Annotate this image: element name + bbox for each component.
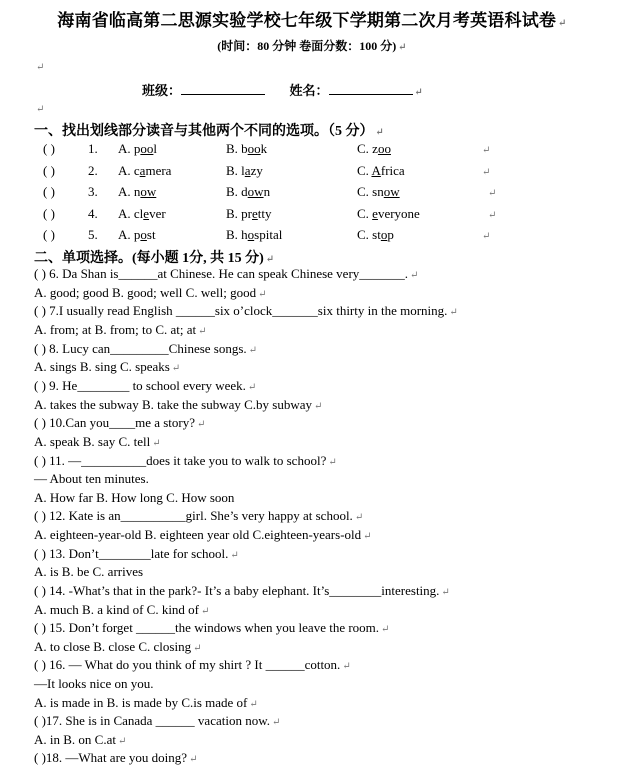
answer-options: A. good; good B. good; well C. well; good ↵ <box>34 285 267 300</box>
question-line: ( ) 11. —__________does it take you to walk to school? ↵ <box>34 453 337 468</box>
paragraph-mark: ↵ <box>375 127 384 138</box>
option-b: B. book <box>226 141 268 156</box>
paragraph-mark: ↵ <box>488 188 497 199</box>
answer-options: A. is made in B. is made by C.is made of ↵ <box>34 695 258 710</box>
paragraph-mark: ↵ <box>482 167 491 178</box>
paragraph-mark: ↵ <box>265 254 275 265</box>
question-number: 4. <box>88 206 98 221</box>
answer-options: A. to close B. close C. closing ↵ <box>34 639 202 654</box>
option-c: C. stop <box>357 227 394 242</box>
section1-heading <box>34 120 384 140</box>
answer-options: A. How far B. How long C. How soon <box>34 490 235 505</box>
question-line: ( ) 13. Don’t________late for school. ↵ <box>34 546 239 561</box>
answer-options: A. from; at B. from; to C. at; at ↵ <box>34 322 207 337</box>
question-item <box>43 206 55 222</box>
paragraph-mark: ↵ <box>558 18 567 29</box>
option-a: A. pool <box>118 141 158 156</box>
question-number: 2. <box>88 163 98 178</box>
question-line: ( ) 10.Can you____me a story? ↵ <box>34 415 206 430</box>
paragraph-mark: ↵ <box>398 42 407 53</box>
option-a: A. camera <box>118 163 172 178</box>
question-line: ( )18. —What are you doing? ↵ <box>34 750 198 765</box>
question-item <box>43 163 55 179</box>
answer-options: A. is B. be C. arrives <box>34 564 144 579</box>
student-info <box>142 80 423 99</box>
dialogue-reply: —It looks nice on you. <box>34 676 154 691</box>
name-blank[interactable] <box>329 82 413 95</box>
option-b: B. down <box>226 184 271 199</box>
answer-options: A. takes the subway B. take the subway C.by subway ↵ <box>34 397 323 412</box>
title-text: 海南省临高第二思源实验学校七年级下学期第二次月考英语科试卷 <box>57 11 557 30</box>
page-title <box>0 6 624 31</box>
question-line: ( )17. She is in Canada ______ vacation now. ↵ <box>34 713 281 728</box>
paragraph-mark: ↵ <box>488 210 497 221</box>
paragraph-mark: ↵ <box>482 145 491 156</box>
answer-options: A. much B. a kind of C. kind of ↵ <box>34 602 210 617</box>
section2-heading <box>34 247 274 267</box>
answer-paren[interactable]: ( ) <box>43 206 55 221</box>
answer-options: A. in B. on C.at ↵ <box>34 732 127 747</box>
option-c: C. everyone <box>357 206 420 221</box>
exam-info <box>0 37 624 54</box>
option-a: A. post <box>118 227 156 242</box>
answer-options: A. sings B. sing C. speaks ↵ <box>34 359 181 374</box>
question-item <box>43 141 55 157</box>
question-line: ( ) 6. Da Shan is______at Chinese. He can speak Chinese very_______. ↵ <box>34 266 419 281</box>
answer-paren[interactable]: ( ) <box>43 184 55 199</box>
question-line: ( ) 16. — What do you think of my shirt ? It ______cotton. ↵ <box>34 657 351 672</box>
question-number: 3. <box>88 184 98 199</box>
name-label: 姓名： <box>289 83 329 98</box>
paragraph-mark: ↵ <box>414 87 423 98</box>
paragraph-mark: ↵ <box>36 104 45 115</box>
question-line: ( ) 8. Lucy can_________Chinese songs. ↵ <box>34 341 258 356</box>
answer-options: A. speak B. say C. tell ↵ <box>34 434 161 449</box>
question-line: ( ) 14. -What’s that in the park?- It’s a baby elephant. It’s________interesting. ↵ <box>34 583 450 598</box>
dialogue-reply: — About ten minutes. <box>34 471 149 486</box>
question-item <box>43 184 55 200</box>
section2-heading-text: 二、单项选择。(每小题 1分, 共 15 分) <box>34 251 264 266</box>
option-a: A. clever <box>118 206 166 221</box>
paragraph-mark: ↵ <box>482 231 491 242</box>
option-c: C. zoo <box>357 141 391 156</box>
option-a: A. now <box>118 184 157 199</box>
answer-paren[interactable]: ( ) <box>43 163 55 178</box>
question-line: ( ) 12. Kate is an__________girl. She’s very happy at school. ↵ <box>34 508 364 523</box>
question-number: 5. <box>88 227 98 242</box>
answer-paren[interactable]: ( ) <box>43 141 55 156</box>
question-line: ( ) 9. He________ to school every week. ↵ <box>34 378 257 393</box>
option-c: C. Africa <box>357 163 405 178</box>
class-label: 班级： <box>142 83 182 98</box>
option-b: B. hospital <box>226 227 283 242</box>
option-b: B. pretty <box>226 206 272 221</box>
empty-line <box>34 58 44 74</box>
question-number: 1. <box>88 141 98 156</box>
paragraph-mark: ↵ <box>36 62 45 73</box>
question-item <box>43 227 55 243</box>
answer-paren[interactable]: ( ) <box>43 227 55 242</box>
empty-line <box>34 100 44 116</box>
option-b: B. lazy <box>226 163 263 178</box>
answer-options: A. eighteen-year-old B. eighteen year old C.eighteen-years-old ↵ <box>34 527 372 542</box>
exam-info-text: (时间：80 分钟 卷面分数：100 分) <box>217 39 397 53</box>
question-line: ( ) 7.I usually read English ______six o’clock_______six thirty in the morning. ↵ <box>34 303 458 318</box>
section1-heading-text: 一、找出划线部分读音与其他两个不同的选项。（5 分） <box>34 124 374 139</box>
question-line: ( ) 15. Don’t forget ______the windows when you leave the room. ↵ <box>34 620 390 635</box>
class-blank[interactable] <box>181 82 265 95</box>
option-c: C. snow <box>357 184 400 199</box>
